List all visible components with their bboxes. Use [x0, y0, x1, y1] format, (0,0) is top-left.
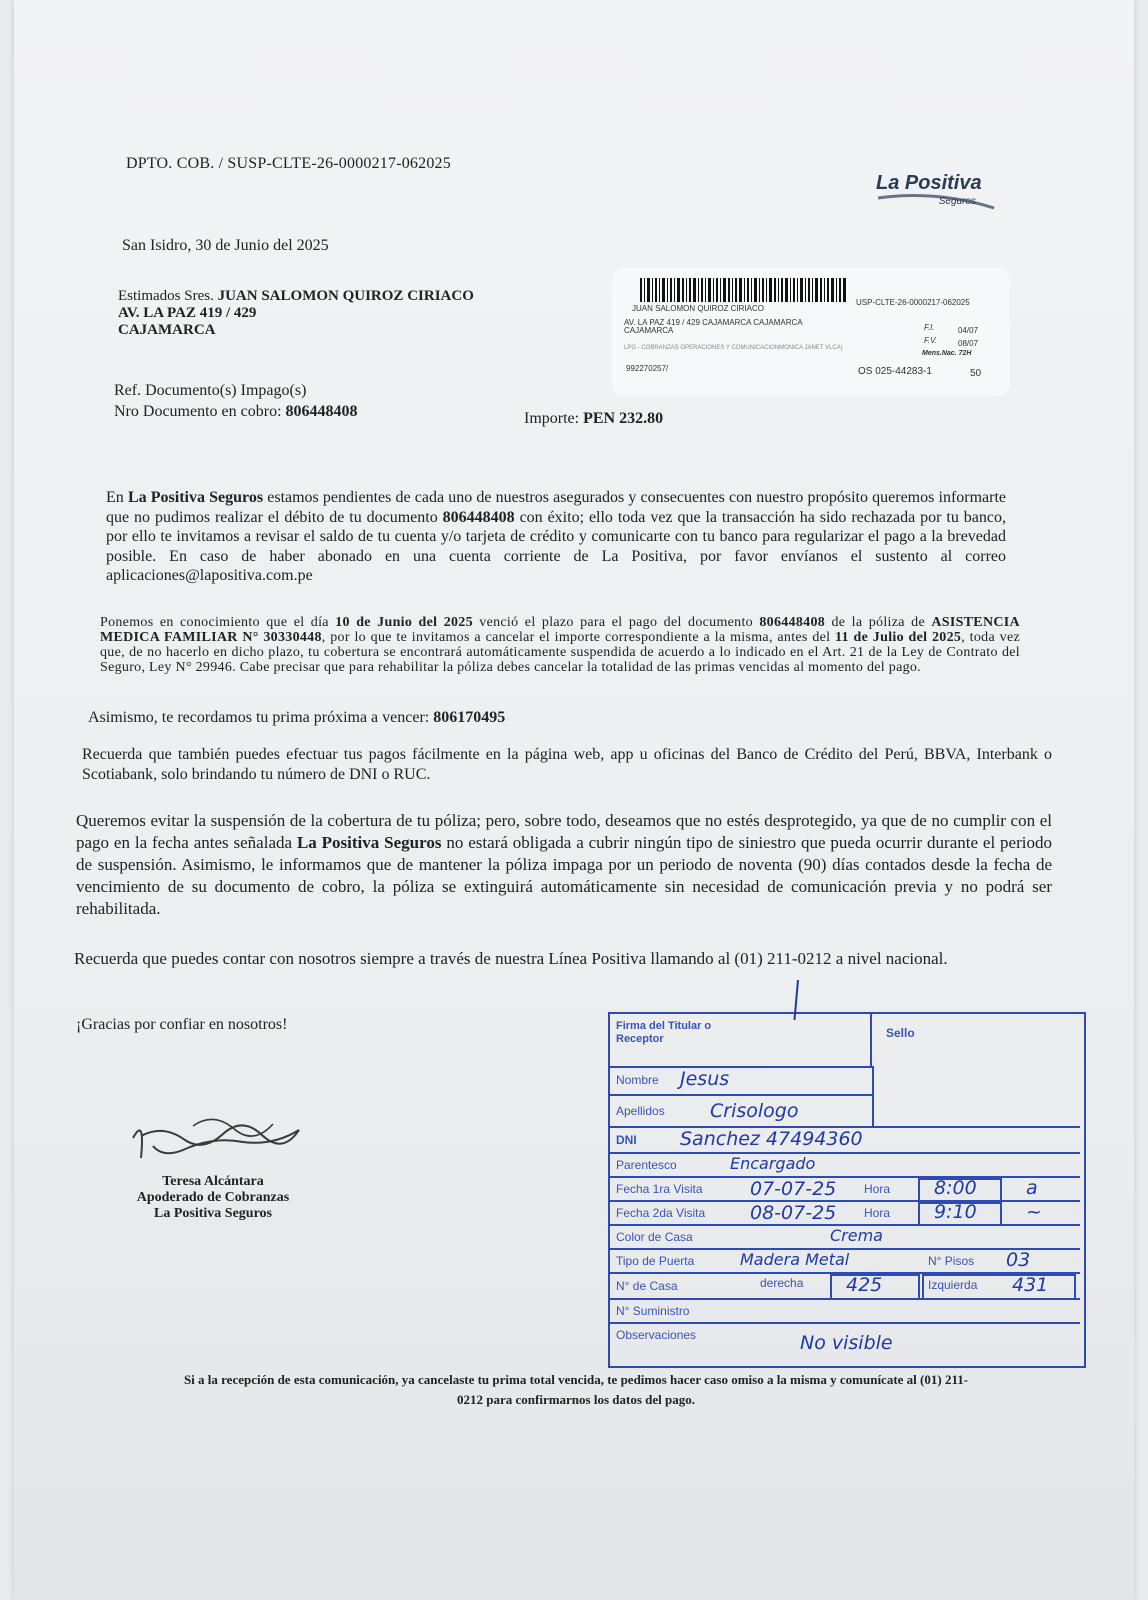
label-count: 50	[970, 368, 982, 379]
p2-text-a: Ponemos en conocimiento que el día	[100, 615, 329, 630]
observaciones-label: Observaciones	[616, 1328, 697, 1342]
derecha-value: 425	[846, 1274, 883, 1296]
p2-document: 806448408	[759, 615, 826, 630]
visita2-value: 08-07-25	[750, 1202, 837, 1224]
pisos-label: N° Pisos	[928, 1254, 975, 1268]
importe	[524, 410, 663, 428]
paragraph-next-premium	[88, 708, 1008, 728]
p1-text-a: En	[106, 489, 124, 506]
stamp-row-nombre	[610, 1066, 874, 1096]
p2-text-c: venció el plazo para el pago del documento	[479, 615, 753, 630]
sello-label: Sello	[886, 1026, 915, 1040]
hora1-label: Hora	[864, 1182, 891, 1196]
derecha-label: derecha	[760, 1276, 804, 1290]
date-line: San Isidro, 30 de Junio del 2025	[122, 237, 329, 254]
p2-deadline: 11 de Julio del 2025	[835, 630, 962, 645]
paragraph-suspension	[100, 615, 1020, 675]
dni-value: Sanchez 47494360	[680, 1128, 863, 1150]
label-phone: 992270257/	[626, 364, 669, 373]
label-fi-label: F.I.	[924, 323, 935, 332]
apellidos-label: Apellidos	[616, 1104, 665, 1118]
recipient-block	[118, 288, 474, 339]
firma-label: Firma del Titular o Receptor	[616, 1020, 712, 1045]
label-name: JUAN SALOMON QUIROZ CIRIACO	[632, 304, 765, 313]
reference-block	[114, 380, 358, 422]
receiver-signature	[736, 970, 856, 1020]
apellidos-value: Crisologo	[710, 1100, 799, 1122]
hora2-value: 9:10	[934, 1201, 977, 1223]
recipient-name: JUAN SALOMON QUIROZ CIRIACO	[217, 288, 474, 304]
suministro-label: N° Suministro	[616, 1304, 690, 1318]
paragraph-coverage	[76, 810, 1052, 920]
label-fv-label: F.V.	[924, 336, 938, 345]
p5-text-a: Queremos evitar la suspensión de la cobertura de tu póliza; pero, sobre todo, deseamos que no estés desprotegido, ya que de no cumplir con el pago en la fecha antes señalada	[76, 811, 1052, 852]
delivery-stamp	[608, 1012, 1086, 1368]
tipo-puerta-value: Madera Metal	[740, 1250, 850, 1269]
importe-value: PEN 232.80	[583, 410, 664, 427]
p1-company: La Positiva Seguros	[127, 489, 264, 506]
paragraph-payment-channels: Recuerda que también puedes efectuar tus pagos fácilmente en la página web, app u oficinas del Banco de Crédito del Perú, BBVA, Interbank o Scotiabank, solo brindando tu número de DNI o RUC.	[82, 746, 1052, 783]
stamp-row-n-casa	[610, 1274, 1080, 1300]
p2-text-e: de la póliza de	[831, 615, 925, 630]
p3-premium-number: 806170495	[433, 709, 506, 726]
tipo-puerta-label: Tipo de Puerta	[616, 1254, 695, 1268]
visita2-label: Fecha 2da Visita	[616, 1206, 706, 1220]
p2-text-i: , toda vez que, de no hacerlo en dicho plazo, tu cobertura se encontrará automáticamente suspendida de acuerdo a lo indicado en el Art. 21 de la Ley de Contrato del Seguro, Ley N° 29946. Cabe precisar que para rehabilitar la póliza debes cancelar la totalidad de las primas vencidas al momento del pago.	[100, 630, 1020, 675]
stamp-row-observaciones	[610, 1324, 1080, 1362]
p2-due-date: 10 de Junio del 2025	[335, 615, 473, 630]
color-casa-label: Color de Casa	[616, 1230, 693, 1244]
stamp-row-tipo-puerta	[610, 1250, 1080, 1274]
p2-policy: ASISTENCIA MEDICA FAMILIAR N° 30330448	[100, 615, 1020, 645]
hora2-suffix: ~	[1026, 1201, 1042, 1223]
mailing-label	[612, 268, 1010, 396]
color-casa-value: Crema	[830, 1226, 883, 1245]
letter-sheet	[14, 0, 1134, 1600]
label-city: CAJAMARCA	[624, 326, 674, 335]
footer-note	[86, 1370, 1066, 1410]
nro-value: 806448408	[285, 403, 358, 420]
hora2-label: Hora	[864, 1206, 891, 1220]
thanks-line: ¡Gracias por confiar en nosotros!	[76, 1016, 288, 1033]
barcode-icon	[640, 278, 846, 302]
paragraph-debit	[106, 488, 1006, 586]
izquierda-value: 431	[1012, 1274, 1049, 1296]
label-address: AV. LA PAZ 419 / 429 CAJAMARCA CAJAMARCA	[624, 318, 803, 327]
stamp-row-firma	[610, 1014, 872, 1068]
hora1-value: 8:00	[934, 1177, 977, 1199]
p2-text-g: , por lo que te invitamos a cancelar el importe correspondiente a la misma, antes del	[321, 630, 831, 645]
ref-line: Ref. Documento(s) Impago(s)	[114, 382, 307, 399]
recipient-address: AV. LA PAZ 419 / 429	[118, 305, 257, 321]
label-service: Mens.Nac. 72H	[922, 350, 972, 357]
p5-company: La Positiva Seguros	[296, 833, 442, 852]
stamp-row-visita1	[610, 1178, 1080, 1202]
visita1-label: Fecha 1ra Visita	[616, 1182, 703, 1196]
signer-company: La Positiva Seguros	[154, 1206, 272, 1221]
nro-label: Nro Documento en cobro:	[114, 403, 282, 420]
department-reference: DPTO. COB. / SUSP-CLTE-26-0000217-062025	[126, 155, 451, 172]
salutation: Estimados Sres.	[118, 288, 214, 304]
stamp-row-visita2	[610, 1202, 1080, 1226]
visita1-value: 07-07-25	[750, 1178, 837, 1200]
pisos-value: 03	[1006, 1249, 1031, 1271]
signer-name: Teresa Alcántara	[162, 1174, 264, 1189]
logo-swoosh-icon	[876, 192, 996, 216]
recipient-city: CAJAMARCA	[118, 322, 216, 338]
signature-scribble	[123, 1106, 303, 1168]
hora1-suffix: a	[1026, 1177, 1038, 1199]
paragraph-contact: Recuerda que puedes contar con nosotros siempre a través de nuestra Línea Positiva llamando al (01) 211-0212 a nivel nacional.	[74, 949, 948, 968]
p5-text-c: no estará obligada a cubrir ningún tipo de siniestro que pueda ocurrir durante el periodo de suspensión. Asimismo, le informamos que de mantener la póliza impaga por un periodo de noventa (90) días contados desde la fecha de vencimiento de su documento de cobro, la póliza se extinguirá automáticamente sin necesidad de comunicación previa y no podrá ser rehabilitada.	[76, 833, 1052, 918]
label-fv-value: 08/07	[958, 339, 979, 348]
p1-text-e: con éxito; ello toda vez que la transacción ha sido rechazada por tu banco, por ello te invitamos a revisar el saldo de tu cuenta y/o tarjeta de crédito y comunicarte con tu banco para regularizar el pago a la brevedad posible. En caso de haber abonado en una cuenta corriente de La Positiva, por favor envíanos el sustento al correo aplicaciones@lapositiva.com.pe	[106, 508, 1006, 584]
logo-subtitle: Seguros	[938, 196, 976, 207]
observaciones-value: No visible	[800, 1332, 893, 1354]
p3-text: Asimismo, te recordamos tu prima próxima a vencer:	[88, 709, 430, 726]
parentesco-label: Parentesco	[616, 1158, 677, 1172]
sello-box	[872, 1014, 1080, 1128]
n-casa-label: N° de Casa	[616, 1279, 678, 1293]
stamp-row-apellidos	[610, 1096, 874, 1128]
izquierda-label: Izquierda	[928, 1278, 978, 1292]
stamp-row-parentesco	[610, 1154, 1080, 1178]
nombre-value: Jesus	[680, 1068, 730, 1090]
label-os: OS 025-44283-1	[858, 366, 932, 377]
parentesco-value: Encargado	[730, 1154, 816, 1173]
label-route: LPG - COBRANZAS OPERACIONES Y COMUNICACIONMONICA JANET VLCA)	[624, 345, 843, 351]
importe-label: Importe:	[524, 410, 580, 427]
footer-line-1: Si a la recepción de esta comunicación, ya cancelaste tu prima total vencida, te pedimos hacer caso omiso a la misma y comunícate al (01) 211-	[183, 1372, 969, 1387]
company-logo	[876, 172, 1006, 216]
signer-role: Apoderado de Cobranzas	[136, 1190, 290, 1205]
p1-text-c: estamos pendientes de cada uno de nuestros asegurados y consecuentes con nuestro propósito queremos informarte que no pudimos realizar el débito de tu documento	[106, 489, 1007, 526]
dni-label: DNI	[616, 1133, 637, 1147]
label-code: USP-CLTE-26-0000217-062025	[856, 298, 970, 307]
footer-line-2: 0212 para confirmarnos los datos del pago.	[457, 1392, 695, 1407]
label-fi-value: 04/07	[958, 326, 979, 335]
logo-name: La Positiva	[876, 172, 982, 194]
stamp-row-suministro	[610, 1300, 1080, 1324]
stamp-row-color-casa	[610, 1226, 1080, 1250]
p1-document: 806448408	[442, 508, 515, 526]
nombre-label: Nombre	[616, 1073, 659, 1087]
stamp-row-dni	[610, 1128, 1080, 1154]
signature-block	[98, 1106, 328, 1222]
